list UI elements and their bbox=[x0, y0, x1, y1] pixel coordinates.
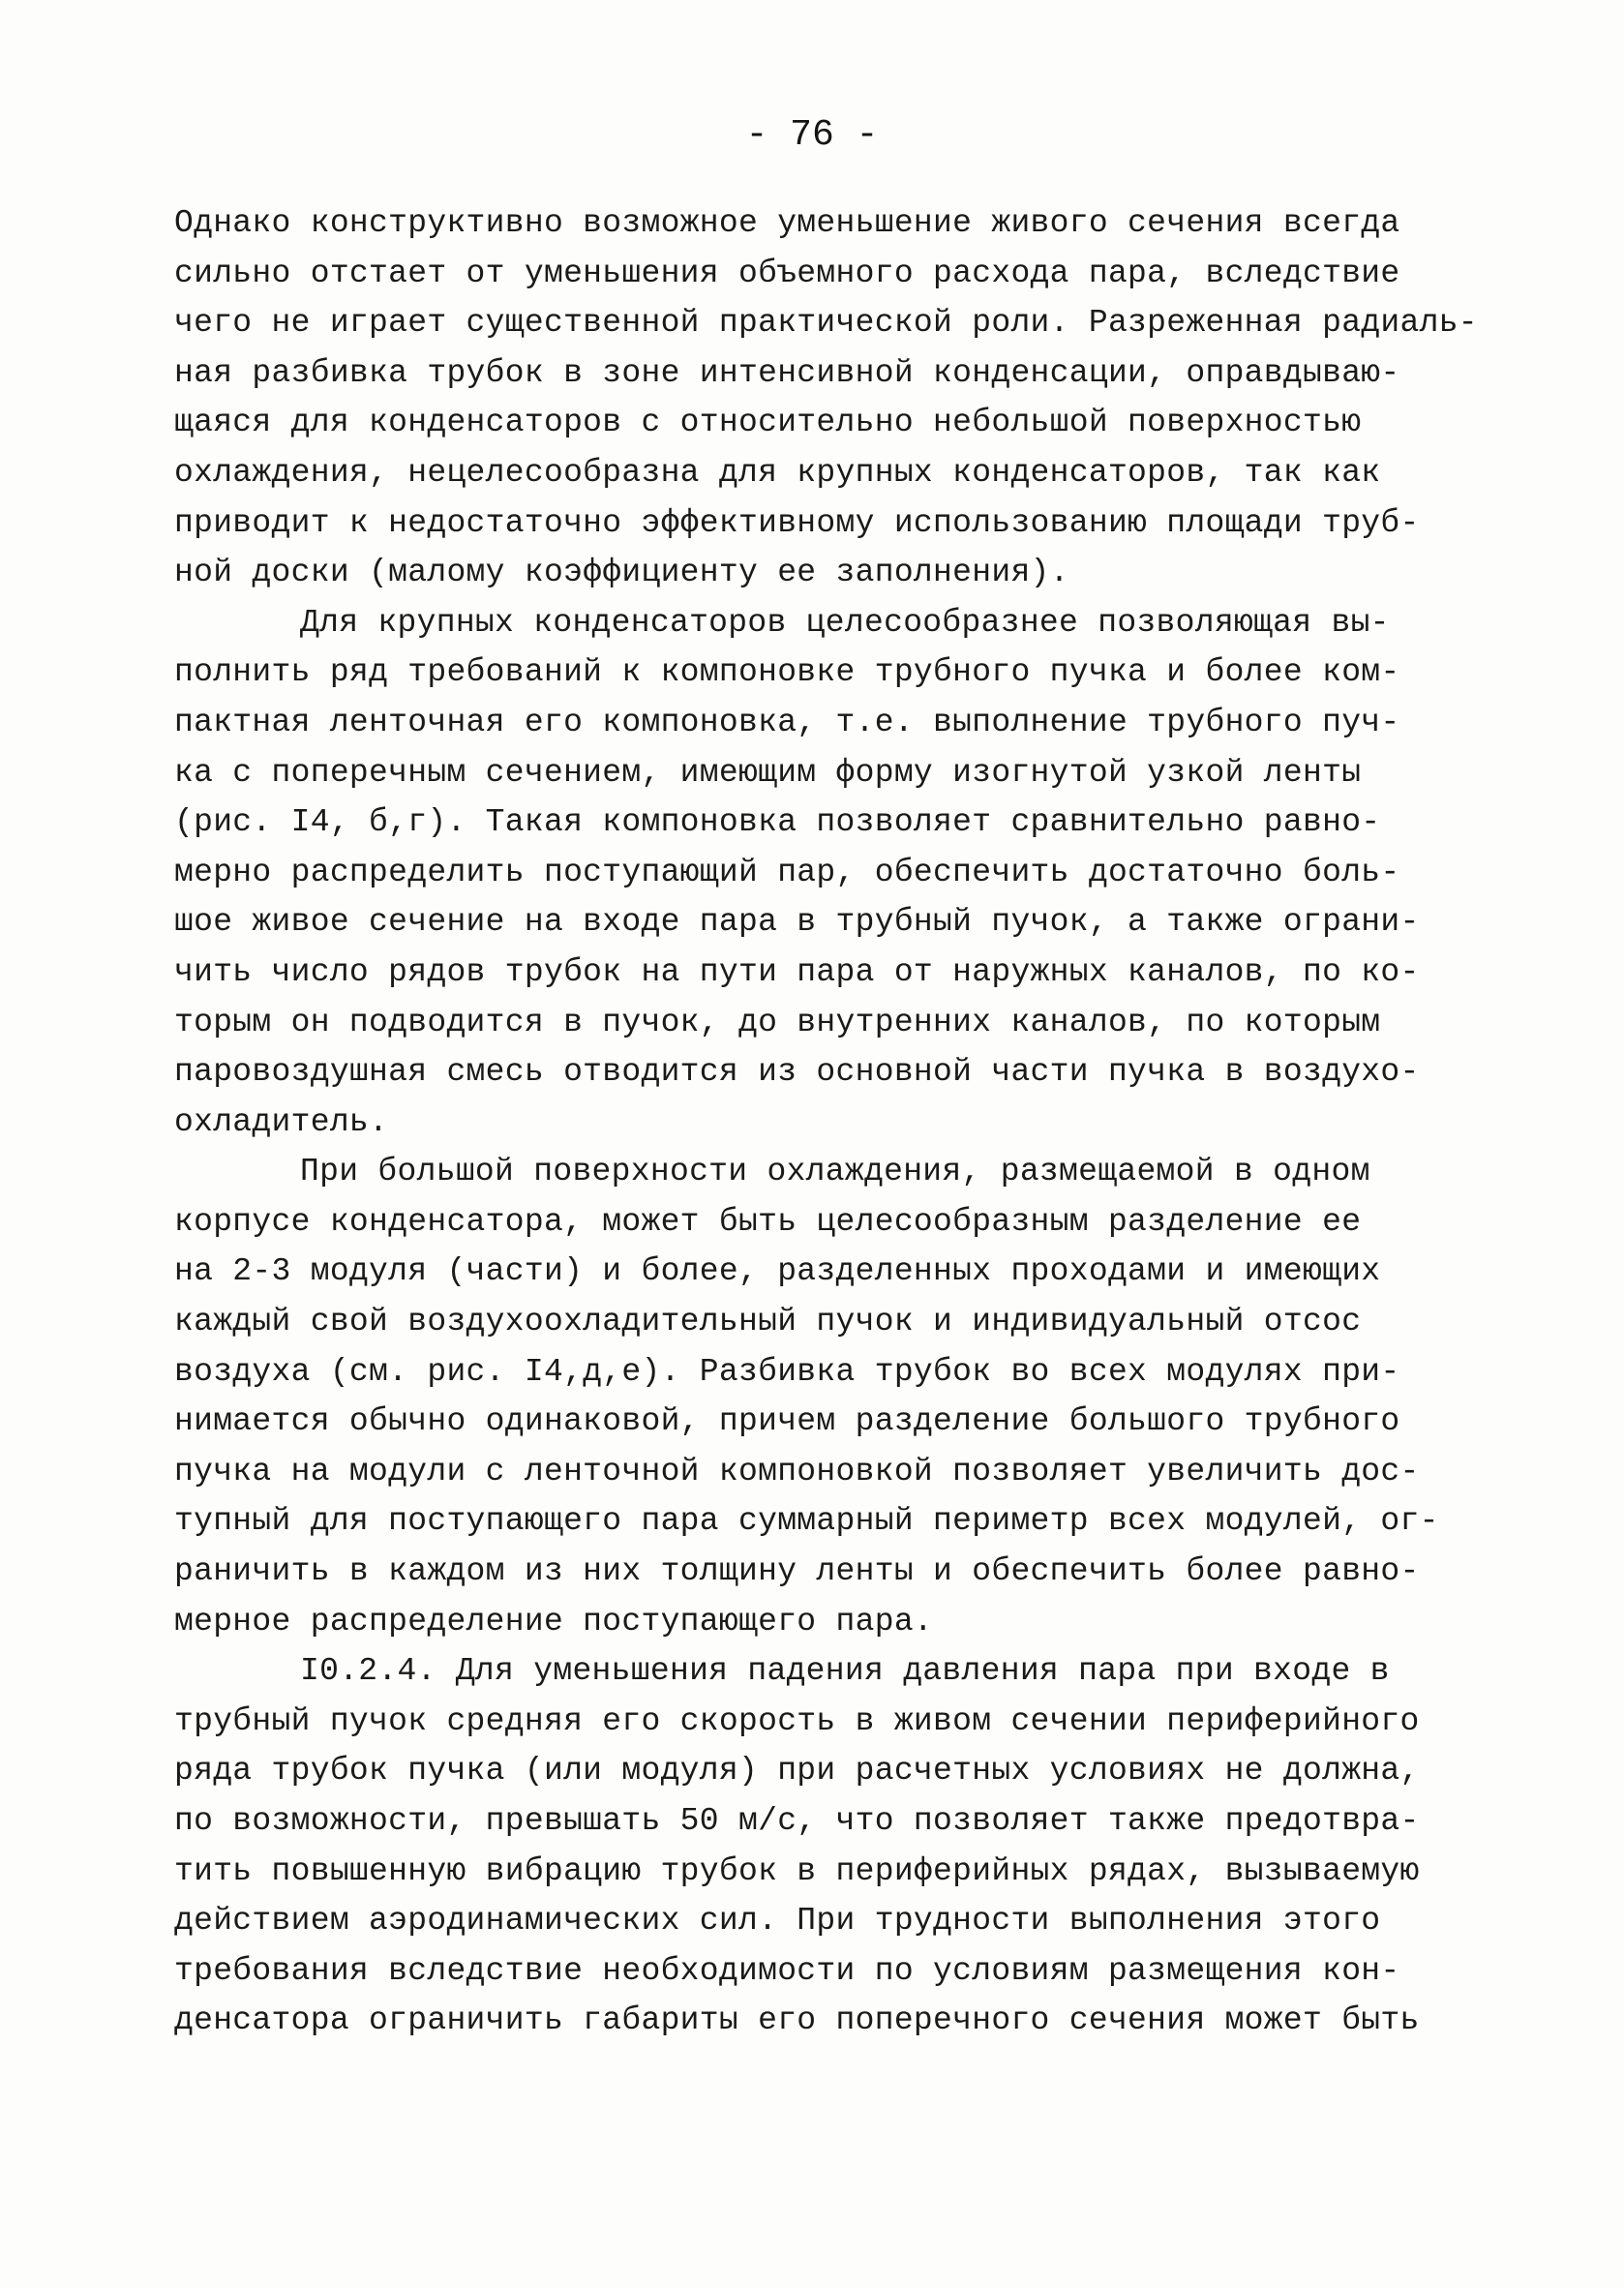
text-line: тупный для поступающего пара суммарный периметр всех модулей, ог- bbox=[174, 1503, 1439, 1540]
text-line: трубный пучок средняя его скорость в живом сечении периферийного bbox=[174, 1702, 1420, 1739]
paragraph-start-line: При большой поверхности охлаждения, размещаемой в одном bbox=[300, 1154, 1370, 1190]
text-line: пучка на модули с ленточной компоновкой позволяет увеличить дос- bbox=[174, 1453, 1420, 1490]
text-line: ряда трубок пучка (или модуля) при расчетных условиях не должна, bbox=[174, 1753, 1420, 1790]
text-line: на 2-3 модуля (части) и более, разделенных проходами и имеющих bbox=[174, 1253, 1381, 1290]
text-line: действием аэродинамических сил. При трудности выполнения этого bbox=[174, 1903, 1381, 1940]
text-line: паровоздушная смесь отводится из основной части пучка в воздухо- bbox=[174, 1054, 1420, 1091]
text-line: щаяся для конденсаторов с относительно небольшой поверхностью bbox=[174, 405, 1362, 441]
text-line: полнить ряд требований к компоновке трубного пучка и более ком- bbox=[174, 654, 1400, 691]
text-line: Однако конструктивно возможное уменьшение живого сечения всегда bbox=[174, 205, 1400, 241]
text-line: воздуха (см. рис. I4,д,е). Разбивка трубок во всех модулях при- bbox=[174, 1353, 1400, 1390]
text-line: охладитель. bbox=[174, 1103, 389, 1140]
text-line: нимается обычно одинаковой, причем разделение большого трубного bbox=[174, 1403, 1400, 1440]
text-line: чить число рядов трубок на пути пара от наружных каналов, по ко- bbox=[174, 953, 1420, 990]
text-line: ная разбивка трубок в зоне интенсивной конденсации, оправдываю- bbox=[174, 354, 1400, 391]
text-line: приводит к недостаточно эффективному использованию площади труб- bbox=[174, 504, 1420, 541]
paragraph-start-line: Для крупных конденсаторов целесообразнее позволяющая вы- bbox=[300, 604, 1390, 641]
text-line: пактная ленточная его компоновка, т.е. выполнение трубного пуч- bbox=[174, 704, 1400, 740]
text-line: каждый свой воздухоохладительный пучок и индивидуальный отсос bbox=[174, 1304, 1362, 1340]
text-line: охлаждения, нецелесообразна для крупных конденсаторов, так как bbox=[174, 454, 1381, 491]
text-line: денсатора ограничить габариты его поперечного сечения может быть bbox=[174, 2002, 1420, 2039]
text-line: мерное распределение поступающего пара. bbox=[174, 1603, 934, 1640]
text-line: раничить в каждом из них толщину ленты и обеспечить более равно- bbox=[174, 1553, 1420, 1590]
text-line: корпусе конденсатора, может быть целесообразным разделение ее bbox=[174, 1203, 1362, 1240]
text-line: ной доски (малому коэффициенту ее заполнения). bbox=[174, 555, 1069, 591]
text-line: ка с поперечным сечением, имеющим форму изогнутой узкой ленты bbox=[174, 754, 1362, 791]
text-line: (рис. I4, б,г). Такая компоновка позволяет сравнительно равно- bbox=[174, 804, 1381, 841]
text-line: требования вследствие необходимости по условиям размещения кон- bbox=[174, 1952, 1400, 1989]
body-text bbox=[174, 198, 1549, 2046]
text-line: шое живое сечение на входе пара в трубный пучок, а также ограни- bbox=[174, 904, 1420, 941]
text-line: по возможности, превышать 50 м/с, что позволяет также предотвра- bbox=[174, 1803, 1420, 1839]
text-line: торым он подводится в пучок, до внутренних каналов, по которым bbox=[174, 1004, 1381, 1040]
text-line: тить повышенную вибрацию трубок в периферийных рядах, вызываемую bbox=[174, 1852, 1420, 1889]
page-number: - 76 - bbox=[745, 114, 879, 156]
text-line: мерно распределить поступающий пар, обеспечить достаточно боль- bbox=[174, 854, 1400, 890]
text-line: чего не играет существенной практической роли. Разреженная радиаль- bbox=[174, 305, 1478, 342]
section-heading-line: I0.2.4. Для уменьшения падения давления пара при входе в bbox=[300, 1653, 1390, 1690]
text-line: сильно отстает от уменьшения объемного расхода пара, вследствие bbox=[174, 255, 1400, 291]
